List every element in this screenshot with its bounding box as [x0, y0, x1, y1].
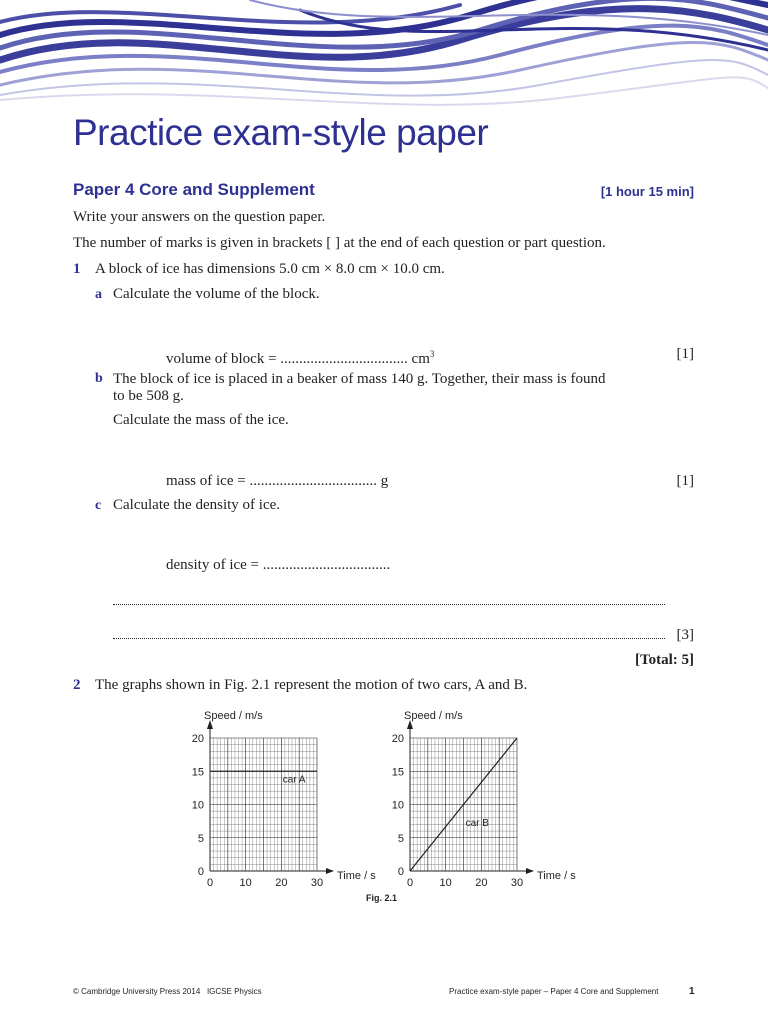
question-2-number: 2 — [73, 677, 81, 693]
part-c-working-line-2[interactable] — [113, 638, 665, 639]
y-axis-label: Speed / m/s — [204, 710, 263, 722]
part-a-unit: cm — [411, 351, 430, 367]
graph-car-a — [186, 705, 386, 890]
x-axis-arrow — [526, 868, 534, 874]
header-wave-banner — [0, 0, 768, 120]
part-b-unit: g — [376, 473, 389, 489]
part-a-answer-label: volume of block = — [166, 351, 281, 367]
part-b-answer-label: mass of ice = — [166, 473, 250, 489]
footer-running-title: Practice exam-style paper – Paper 4 Core and Supplement — [449, 987, 659, 996]
x-axis-label: Time / s — [337, 870, 376, 882]
x-tick-label: 30 — [310, 877, 324, 889]
figure-caption: Fig. 2.1 — [366, 893, 398, 903]
question-1-total: [Total: 5] — [634, 652, 694, 668]
part-c-working-line-1[interactable] — [113, 604, 665, 605]
y-tick-label: 10 — [191, 799, 204, 812]
x-tick-label: 20 — [475, 877, 488, 889]
question-1-number: 1 — [73, 261, 81, 277]
y-axis-label: Speed / m/s — [404, 710, 463, 722]
part-b-answer-blank[interactable]: .................................. — [249, 473, 377, 489]
y-tick-label: 5 — [397, 832, 404, 845]
y-tick-label: 15 — [191, 766, 204, 779]
footer-copyright: © Cambridge University Press 2014 — [73, 987, 201, 996]
part-a-answer-line — [166, 346, 434, 368]
y-tick-label: 15 — [391, 766, 404, 779]
page-title: Practice exam-style paper — [73, 112, 489, 153]
x-axis-arrow — [326, 868, 334, 874]
part-c-answer-label: density of ice = — [166, 557, 263, 573]
part-c-mark: [3] — [676, 627, 694, 643]
part-b-letter: b — [95, 371, 103, 386]
paper-duration: [1 hour 15 min] — [600, 184, 694, 199]
x-tick-label: 20 — [275, 877, 288, 889]
question-1-stem: A block of ice has dimensions 5.0 cm × 8.0 cm × 10.0 cm. — [95, 261, 445, 277]
x-axis-label: Time / s — [537, 870, 576, 882]
part-c-text: Calculate the density of ice. — [113, 497, 281, 513]
y-tick-label: 5 — [197, 832, 204, 845]
graph-car-b — [386, 705, 586, 890]
part-b-text-line-2: to be 508 g. — [113, 388, 184, 404]
question-2-stem: The graphs shown in Fig. 2.1 represent the motion of two cars, A and B. — [95, 677, 528, 693]
part-a-text: Calculate the volume of the block. — [113, 286, 320, 302]
part-c-answer-blank[interactable]: .................................. — [262, 557, 391, 573]
x-tick-label: 10 — [239, 877, 252, 889]
series-label: car B — [465, 817, 489, 829]
x-tick-label: 0 — [406, 877, 414, 889]
part-b-text-line-3: Calculate the mass of the ice. — [113, 412, 289, 428]
instruction-1: Write your answers on the question paper. — [73, 209, 326, 225]
y-tick-label: 0 — [197, 866, 204, 878]
part-b-mark: [1] — [676, 473, 694, 489]
part-a-letter: a — [95, 287, 102, 302]
footer-left — [73, 987, 262, 996]
part-a-unit-exponent: 3 — [429, 349, 435, 359]
y-tick-label: 20 — [391, 733, 404, 745]
x-tick-label: 10 — [439, 877, 452, 889]
instruction-2: The number of marks is given in brackets [ ] at the end of each question or part question. — [73, 235, 606, 251]
part-c-answer-line — [166, 557, 390, 574]
part-c-letter: c — [95, 498, 102, 513]
part-b-answer-line — [166, 473, 388, 490]
paper-subtitle: Paper 4 Core and Supplement — [73, 180, 315, 199]
y-tick-label: 0 — [397, 866, 404, 878]
x-tick-label: 0 — [206, 877, 214, 889]
part-a-mark: [1] — [676, 346, 694, 362]
y-tick-label: 10 — [391, 799, 404, 812]
x-tick-label: 30 — [510, 877, 524, 889]
part-b-text-line-1: The block of ice is placed in a beaker of mass 140 g. Together, their mass is found — [113, 371, 606, 387]
footer-subject: IGCSE Physics — [206, 987, 262, 996]
series-label: car A — [282, 774, 306, 786]
part-a-answer-blank[interactable]: .................................. — [280, 351, 408, 367]
footer-page-number: 1 — [689, 986, 695, 997]
y-tick-label: 20 — [191, 733, 204, 745]
